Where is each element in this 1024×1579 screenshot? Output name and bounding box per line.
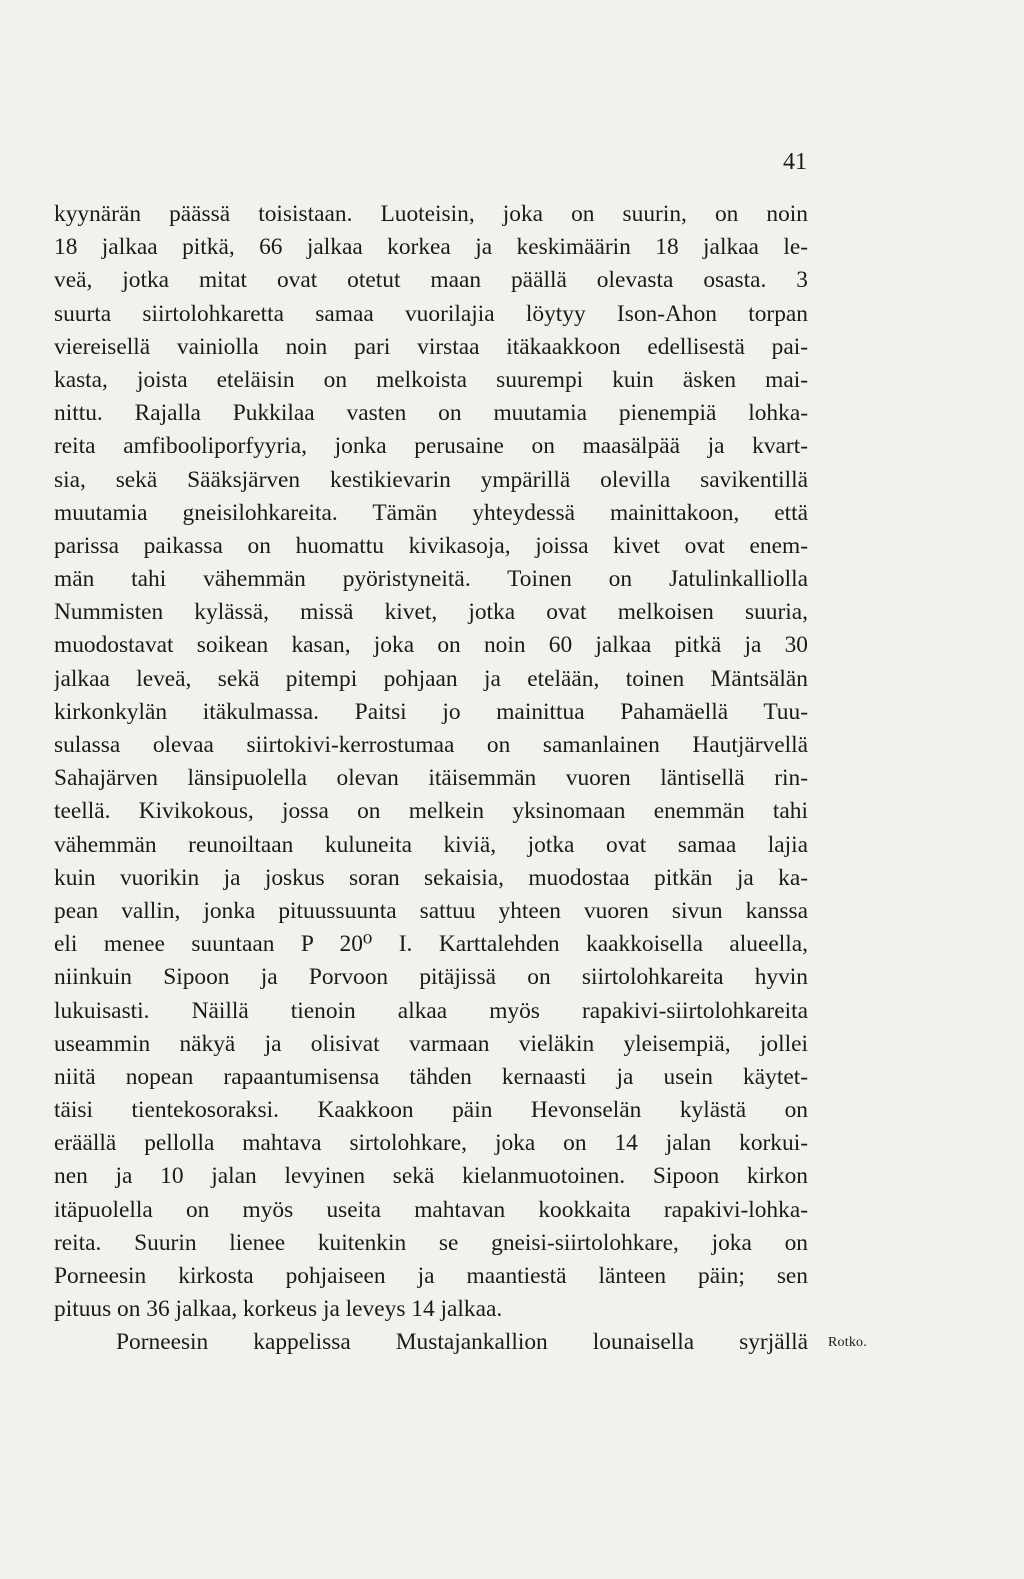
text-line: niinkuin Sipoon ja Porvoon pitäjissä on siirtolohkareita hyvin bbox=[54, 964, 808, 991]
text-line: muutamia gneisilohkareita. Tämän yhteydessä mainittakoon, että bbox=[54, 499, 808, 526]
text-line: Sahajärven länsipuolella olevan itäisemmän vuoren läntisellä rin- bbox=[54, 765, 808, 792]
text-line: muodostavat soikean kasan, joka on noin 60 jalkaa pitkä ja 30 bbox=[54, 632, 808, 659]
text-line: veä, jotka mitat ovat otetut maan päällä olevasta osasta. 3 bbox=[54, 267, 808, 294]
text-line: jalkaa leveä, sekä pitempi pohjaan ja etelään, toinen Mäntsälän bbox=[54, 665, 808, 692]
text-line: 18 jalkaa pitkä, 66 jalkaa korkea ja keskimäärin 18 jalkaa le- bbox=[54, 234, 808, 261]
text-line: suurta siirtolohkaretta samaa vuorilajia löytyy Ison-Ahon torpan bbox=[54, 300, 808, 327]
text-line: Porneesin kirkosta pohjaiseen ja maantiestä länteen päin; sen bbox=[54, 1263, 808, 1289]
text-line: kyynärän päässä toisistaan. Luoteisin, joka on suurin, on noin bbox=[54, 201, 808, 227]
text-line-paragraph-start: Porneesin kappelissa Mustajankallion lounaisella syrjällä bbox=[116, 1329, 808, 1356]
body-text bbox=[54, 198, 808, 1360]
text-line: eräällä pellolla mahtava sirtolohkare, joka on 14 jalan korkui- bbox=[54, 1130, 808, 1157]
text-line: pean vallin, jonka pituussuunta sattuu yhteen vuoren sivun kanssa bbox=[54, 897, 808, 924]
text-line: män tahi vähemmän pyöristyneitä. Toinen on Jatulinkalliolla bbox=[54, 566, 808, 593]
text-line: eli menee suuntaan P 20⁰ I. Karttalehden kaakkoisella alueella, bbox=[54, 931, 808, 958]
margin-note: Rotko. bbox=[828, 1335, 867, 1351]
text-line: parissa paikassa on huomattu kivikasoja, joissa kivet ovat enem- bbox=[54, 532, 808, 559]
text-line: teellä. Kivikokous, jossa on melkein yksinomaan enemmän tahi bbox=[54, 798, 808, 825]
text-line: nen ja 10 jalan levyinen sekä kielanmuotoinen. Sipoon kirkon bbox=[54, 1163, 808, 1190]
text-line: kasta, joista eteläisin on melkoista suurempi kuin äsken mai- bbox=[54, 366, 808, 393]
text-line: lukuisasti. Näillä tienoin alkaa myös rapakivi-siirtolohkareita bbox=[54, 997, 808, 1024]
text-line: viereisellä vainiolla noin pari virstaa itäkaakkoon edellisestä pai- bbox=[54, 333, 808, 360]
text-line-paragraph-end: pituus on 36 jalkaa, korkeus ja leveys 14 jalkaa. bbox=[54, 1296, 503, 1323]
text-line: itäpuolella on myös useita mahtavan kookkaita rapakivi-lohka- bbox=[54, 1196, 808, 1223]
text-line: kuin vuorikin ja joskus soran sekaisia, muodostaa pitkän ja ka- bbox=[54, 864, 808, 891]
text-line: nittu. Rajalla Pukkilaa vasten on muutamia pienempiä lohka- bbox=[54, 400, 808, 427]
text-line: täisi tientekosoraksi. Kaakkoon päin Hevonselän kylästä on bbox=[54, 1097, 808, 1124]
text-line: Nummisten kylässä, missä kivet, jotka ovat melkoisen suuria, bbox=[54, 599, 808, 626]
text-line: reita. Suurin lienee kuitenkin se gneisi-siirtolohkare, joka on bbox=[54, 1229, 808, 1256]
text-line: vähemmän reunoiltaan kuluneita kiviä, jotka ovat samaa lajia bbox=[54, 831, 808, 858]
text-line: kirkonkylän itäkulmassa. Paitsi jo mainittua Pahamäellä Tuu- bbox=[54, 698, 808, 725]
text-line: sia, sekä Sääksjärven kestikievarin ympärillä olevilla savikentillä bbox=[54, 466, 808, 493]
page-number: 41 bbox=[783, 149, 807, 175]
text-line: sulassa olevaa siirtokivi-kerrostumaa on samanlainen Hautjärvellä bbox=[54, 732, 808, 758]
text-line: niitä nopean rapaantumisensa tähden kernaasti ja usein käytet- bbox=[54, 1063, 808, 1090]
text-line: reita amfibooliporfyyria, jonka perusaine on maasälpää ja kvart- bbox=[54, 433, 808, 460]
text-line: useammin näkyä ja olisivat varmaan vieläkin yleisempiä, jollei bbox=[54, 1030, 808, 1057]
